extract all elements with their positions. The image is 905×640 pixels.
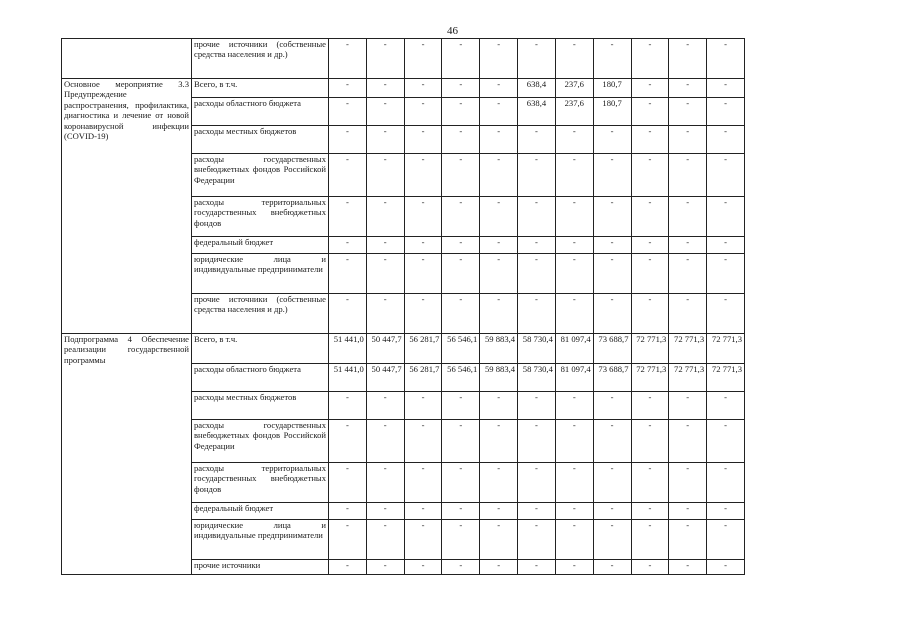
group-title: Основное мероприятие 3.3 Предупреждение распространения, профилактика, диагностика и лечение от новой коронавирусной инфекции (COVID-19): [62, 79, 192, 334]
value-cell: -: [366, 98, 404, 126]
value-cell: -: [593, 503, 631, 520]
value-cell: -: [631, 294, 669, 334]
value-cell: -: [480, 294, 518, 334]
value-cell: -: [631, 197, 669, 237]
value-cell: -: [442, 237, 480, 254]
value-cell: -: [555, 197, 593, 237]
value-cell: -: [480, 237, 518, 254]
value-cell: -: [707, 254, 745, 294]
value-cell: 50 447,7: [366, 334, 404, 364]
value-cell: 180,7: [593, 79, 631, 98]
value-cell: -: [366, 39, 404, 79]
value-cell: 72 771,3: [669, 364, 707, 392]
value-cell: -: [404, 39, 442, 79]
funding-source-label: прочие источники (собственные средства населения и др.): [192, 39, 329, 79]
table-row: [62, 39, 745, 79]
value-cell: -: [593, 420, 631, 463]
page-number: 46: [447, 25, 458, 37]
value-cell: -: [366, 420, 404, 463]
value-cell: -: [404, 520, 442, 560]
value-cell: -: [593, 39, 631, 79]
value-cell: -: [669, 420, 707, 463]
value-cell: -: [593, 154, 631, 197]
value-cell: -: [555, 520, 593, 560]
value-cell: -: [555, 126, 593, 154]
funding-source-label: Всего, в т.ч.: [192, 79, 329, 98]
value-cell: -: [631, 254, 669, 294]
value-cell: -: [480, 79, 518, 98]
value-cell: 81 097,4: [555, 334, 593, 364]
value-cell: -: [329, 463, 367, 503]
value-cell: -: [404, 126, 442, 154]
value-cell: -: [442, 79, 480, 98]
value-cell: -: [707, 503, 745, 520]
value-cell: -: [442, 98, 480, 126]
value-cell: -: [555, 154, 593, 197]
value-cell: -: [404, 294, 442, 334]
value-cell: -: [366, 79, 404, 98]
value-cell: -: [480, 39, 518, 79]
value-cell: 58 730,4: [518, 364, 556, 392]
value-cell: -: [329, 254, 367, 294]
value-cell: -: [442, 392, 480, 420]
value-cell: 56 281,7: [404, 364, 442, 392]
value-cell: -: [366, 463, 404, 503]
value-cell: -: [329, 197, 367, 237]
value-cell: -: [631, 39, 669, 79]
value-cell: -: [631, 503, 669, 520]
value-cell: -: [442, 503, 480, 520]
value-cell: -: [366, 294, 404, 334]
value-cell: 50 447,7: [366, 364, 404, 392]
funding-source-label: расходы областного бюджета: [192, 98, 329, 126]
value-cell: -: [518, 560, 556, 575]
value-cell: -: [669, 197, 707, 237]
value-cell: -: [480, 154, 518, 197]
value-cell: -: [404, 237, 442, 254]
value-cell: -: [631, 463, 669, 503]
value-cell: -: [518, 520, 556, 560]
value-cell: -: [329, 79, 367, 98]
value-cell: 72 771,3: [669, 334, 707, 364]
value-cell: -: [404, 197, 442, 237]
value-cell: -: [404, 392, 442, 420]
value-cell: -: [707, 237, 745, 254]
value-cell: -: [518, 503, 556, 520]
value-cell: -: [669, 154, 707, 197]
funding-source-label: расходы территориальных государственных внебюджетных фондов: [192, 197, 329, 237]
funding-source-label: расходы территориальных государственных внебюджетных фондов: [192, 463, 329, 503]
value-cell: -: [669, 79, 707, 98]
value-cell: -: [555, 392, 593, 420]
value-cell: -: [518, 237, 556, 254]
value-cell: -: [555, 503, 593, 520]
funding-source-label: юридические лица и индивидуальные предприниматели: [192, 520, 329, 560]
value-cell: -: [404, 254, 442, 294]
value-cell: -: [593, 126, 631, 154]
value-cell: -: [669, 560, 707, 575]
value-cell: -: [518, 154, 556, 197]
funding-source-label: федеральный бюджет: [192, 237, 329, 254]
value-cell: -: [480, 392, 518, 420]
value-cell: 237,6: [555, 79, 593, 98]
value-cell: -: [555, 560, 593, 575]
value-cell: -: [480, 520, 518, 560]
value-cell: -: [707, 79, 745, 98]
value-cell: -: [329, 154, 367, 197]
value-cell: 638,4: [518, 98, 556, 126]
value-cell: -: [707, 154, 745, 197]
funding-source-label: расходы местных бюджетов: [192, 392, 329, 420]
value-cell: -: [329, 126, 367, 154]
value-cell: -: [631, 237, 669, 254]
value-cell: -: [555, 294, 593, 334]
value-cell: -: [555, 254, 593, 294]
value-cell: -: [518, 294, 556, 334]
value-cell: -: [593, 520, 631, 560]
funding-source-label: расходы областного бюджета: [192, 364, 329, 392]
value-cell: -: [329, 503, 367, 520]
value-cell: -: [593, 392, 631, 420]
value-cell: -: [555, 463, 593, 503]
value-cell: -: [404, 79, 442, 98]
value-cell: -: [669, 254, 707, 294]
value-cell: -: [593, 197, 631, 237]
funding-source-label: прочие источники (собственные средства населения и др.): [192, 294, 329, 334]
value-cell: 56 546,1: [442, 364, 480, 392]
value-cell: -: [707, 98, 745, 126]
value-cell: -: [669, 98, 707, 126]
value-cell: -: [707, 392, 745, 420]
value-cell: -: [593, 560, 631, 575]
value-cell: -: [404, 154, 442, 197]
value-cell: -: [593, 237, 631, 254]
funding-source-label: прочие источники: [192, 560, 329, 575]
value-cell: 638,4: [518, 79, 556, 98]
value-cell: -: [329, 98, 367, 126]
value-cell: -: [518, 420, 556, 463]
value-cell: -: [404, 560, 442, 575]
value-cell: -: [329, 560, 367, 575]
value-cell: 180,7: [593, 98, 631, 126]
value-cell: -: [404, 420, 442, 463]
value-cell: -: [669, 237, 707, 254]
value-cell: -: [329, 39, 367, 79]
value-cell: -: [329, 294, 367, 334]
value-cell: -: [707, 520, 745, 560]
value-cell: -: [329, 420, 367, 463]
value-cell: -: [442, 520, 480, 560]
value-cell: -: [707, 560, 745, 575]
value-cell: -: [593, 463, 631, 503]
value-cell: -: [669, 39, 707, 79]
value-cell: 72 771,3: [707, 364, 745, 392]
group-title: Подпрограмма 4 Обеспечение реализации государственной программы: [62, 334, 192, 575]
value-cell: -: [366, 237, 404, 254]
value-cell: -: [442, 560, 480, 575]
value-cell: 73 688,7: [593, 334, 631, 364]
value-cell: -: [707, 420, 745, 463]
funding-source-label: расходы государственных внебюджетных фондов Российской Федерации: [192, 154, 329, 197]
value-cell: -: [442, 254, 480, 294]
value-cell: -: [480, 254, 518, 294]
value-cell: -: [669, 463, 707, 503]
value-cell: -: [518, 254, 556, 294]
group-cell-empty: [62, 39, 192, 79]
funding-source-label: юридические лица и индивидуальные предприниматели: [192, 254, 329, 294]
value-cell: -: [707, 294, 745, 334]
value-cell: -: [631, 560, 669, 575]
value-cell: -: [366, 520, 404, 560]
value-cell: -: [329, 520, 367, 560]
value-cell: -: [366, 254, 404, 294]
value-cell: -: [480, 98, 518, 126]
value-cell: -: [366, 392, 404, 420]
value-cell: -: [555, 420, 593, 463]
value-cell: -: [593, 254, 631, 294]
value-cell: -: [442, 154, 480, 197]
value-cell: -: [518, 392, 556, 420]
value-cell: 56 281,7: [404, 334, 442, 364]
value-cell: 72 771,3: [631, 334, 669, 364]
value-cell: -: [366, 503, 404, 520]
value-cell: -: [631, 520, 669, 560]
value-cell: -: [366, 126, 404, 154]
value-cell: 81 097,4: [555, 364, 593, 392]
value-cell: -: [707, 463, 745, 503]
value-cell: -: [707, 126, 745, 154]
value-cell: -: [518, 39, 556, 79]
value-cell: -: [480, 463, 518, 503]
value-cell: -: [442, 197, 480, 237]
value-cell: -: [480, 503, 518, 520]
value-cell: -: [442, 39, 480, 79]
value-cell: -: [669, 126, 707, 154]
value-cell: -: [366, 560, 404, 575]
value-cell: -: [669, 520, 707, 560]
value-cell: -: [404, 463, 442, 503]
value-cell: -: [631, 79, 669, 98]
value-cell: -: [593, 294, 631, 334]
value-cell: -: [442, 463, 480, 503]
value-cell: -: [442, 294, 480, 334]
value-cell: -: [631, 98, 669, 126]
table-row: [62, 79, 745, 98]
value-cell: -: [555, 237, 593, 254]
value-cell: -: [366, 154, 404, 197]
value-cell: -: [669, 503, 707, 520]
value-cell: -: [480, 126, 518, 154]
value-cell: -: [631, 154, 669, 197]
value-cell: -: [631, 392, 669, 420]
table-row: [62, 334, 745, 364]
value-cell: -: [669, 392, 707, 420]
value-cell: -: [366, 197, 404, 237]
value-cell: -: [707, 39, 745, 79]
value-cell: 72 771,3: [707, 334, 745, 364]
value-cell: -: [480, 197, 518, 237]
value-cell: 59 883,4: [480, 364, 518, 392]
value-cell: -: [442, 126, 480, 154]
value-cell: -: [707, 197, 745, 237]
value-cell: -: [631, 420, 669, 463]
value-cell: -: [404, 503, 442, 520]
value-cell: -: [329, 237, 367, 254]
value-cell: -: [518, 463, 556, 503]
funding-source-label: расходы местных бюджетов: [192, 126, 329, 154]
value-cell: 73 688,7: [593, 364, 631, 392]
value-cell: -: [404, 98, 442, 126]
value-cell: -: [480, 560, 518, 575]
funding-source-label: федеральный бюджет: [192, 503, 329, 520]
value-cell: -: [518, 126, 556, 154]
value-cell: 72 771,3: [631, 364, 669, 392]
value-cell: -: [669, 294, 707, 334]
value-cell: 56 546,1: [442, 334, 480, 364]
value-cell: 58 730,4: [518, 334, 556, 364]
value-cell: -: [480, 420, 518, 463]
value-cell: -: [329, 392, 367, 420]
value-cell: -: [555, 39, 593, 79]
value-cell: -: [442, 420, 480, 463]
value-cell: -: [518, 197, 556, 237]
value-cell: 237,6: [555, 98, 593, 126]
value-cell: 59 883,4: [480, 334, 518, 364]
funding-table: [61, 38, 745, 575]
funding-source-label: Всего, в т.ч.: [192, 334, 329, 364]
funding-source-label: расходы государственных внебюджетных фондов Российской Федерации: [192, 420, 329, 463]
value-cell: 51 441,0: [329, 334, 367, 364]
value-cell: 51 441,0: [329, 364, 367, 392]
value-cell: -: [631, 126, 669, 154]
